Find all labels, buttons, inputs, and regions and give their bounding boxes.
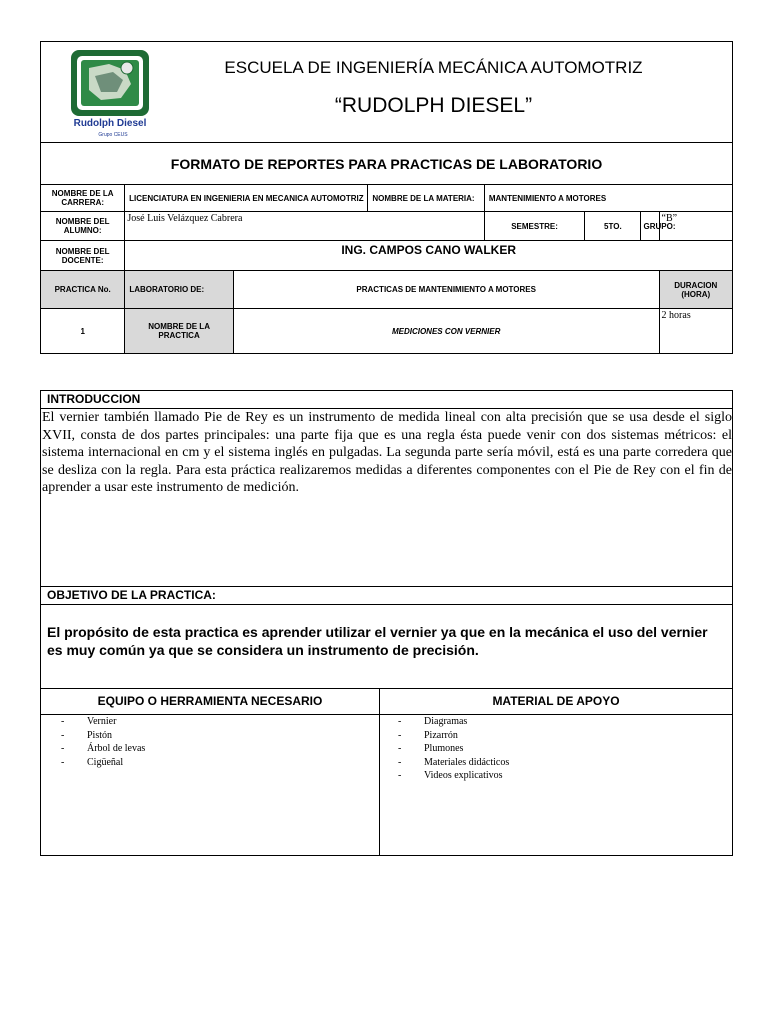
list-item: - Árbol de levas: [61, 743, 146, 754]
list-item: - Diagramas: [398, 716, 468, 727]
objective-text: El propósito de esta practica es aprender utilizar el vernier ya que en la mecánica el uso del vernier es muy común ya que se considera un instrumento de precisión.: [47, 624, 708, 658]
content-section: [40, 390, 733, 856]
resources-header-row: [41, 688, 732, 715]
svg-text:Grupo CEUS: Grupo CEUS: [98, 132, 128, 138]
carrera-value: LICENCIATURA EN INGENIERIA EN MECANICA AUTOMOTRIZ: [125, 185, 368, 212]
grupo-label: GRUPO:: [641, 212, 659, 241]
column-divider: [379, 688, 380, 856]
objective-heading: OBJETIVO DE LA PRACTICA:: [41, 586, 732, 605]
carrera-label: NOMBRE DE LA CARRERA:: [41, 185, 125, 212]
laboratorio-value: PRACTICAS DE MANTENIMIENTO A MOTORES: [233, 271, 659, 309]
duracion-value: 2 horas: [659, 309, 732, 354]
svg-text:Rudolph Diesel: Rudolph Diesel: [73, 118, 147, 129]
rudolph-diesel-logo: [65, 46, 155, 138]
school-name: ESCUELA DE INGENIERÍA MECÁNICA AUTOMOTRIZ: [224, 58, 643, 77]
equipment-list: [61, 715, 145, 769]
materia-label: NOMBRE DE LA MATERIA:: [368, 185, 484, 212]
support-material-list: [398, 715, 509, 783]
school-subname: “RUDOLPH DIESEL”: [334, 94, 533, 117]
alumno-value: José Luis Velázquez Cabrera: [125, 212, 484, 241]
intro-heading: INTRODUCCION: [41, 391, 732, 409]
semestre-value: 5TO.: [585, 212, 641, 241]
duracion-label: DURACION (HORA): [659, 271, 732, 309]
list-item: - Pizarrón: [398, 729, 458, 741]
list-item: - Plumones: [398, 743, 464, 754]
grupo-value: “B”: [659, 212, 732, 241]
semestre-label: SEMESTRE:: [484, 212, 584, 241]
practica-label: PRACTICA No.: [41, 271, 125, 309]
list-item: - Videos explicativos: [398, 770, 503, 781]
nombre-practica-label: NOMBRE DE LA PRACTICA: [125, 309, 233, 354]
report-format-title: FORMATO DE REPORTES PARA PRACTICAS DE LABORATORIO: [41, 143, 733, 185]
list-item: - Materiales didácticos: [398, 756, 510, 768]
header-section: [40, 41, 733, 142]
practice-info-table: [40, 142, 733, 354]
list-item: - Vernier: [61, 716, 117, 727]
support-material-heading: MATERIAL DE APOYO: [492, 694, 620, 708]
list-item: - Pistón: [61, 729, 113, 741]
nombre-practica-value: MEDICIONES CON VERNIER: [233, 309, 659, 354]
laboratorio-label: LABORATORIO DE:: [125, 271, 233, 309]
intro-text: El vernier también llamado Pie de Rey es un instrumento de medida lineal con alta precisión que se usa desde el siglo XVII, consta de dos partes principales: una parte fija que es una regla ésta puede venir con dos sistemas métricos: el sistema internacional en cm y el sistema inglés en pulgadas. La segunda parte sería móvil, está es una parte corredera que se desliza con la regla. Para esta práctica realizaremos medidas a diferentes componentes con el Pie de Rey con el fin de aprender a usar este instrumento de medición.: [42, 410, 732, 495]
materia-value: MANTENIMIENTO A MOTORES: [484, 185, 732, 212]
practica-number: 1: [41, 309, 125, 354]
list-item: - Cigüeñal: [61, 756, 124, 768]
docente-value: ING. CAMPOS CANO WALKER: [125, 241, 733, 271]
alumno-label: NOMBRE DEL ALUMNO:: [41, 212, 125, 241]
equipment-heading: EQUIPO O HERRAMIENTA NECESARIO: [97, 694, 323, 708]
docente-label: NOMBRE DEL DOCENTE:: [41, 241, 125, 271]
